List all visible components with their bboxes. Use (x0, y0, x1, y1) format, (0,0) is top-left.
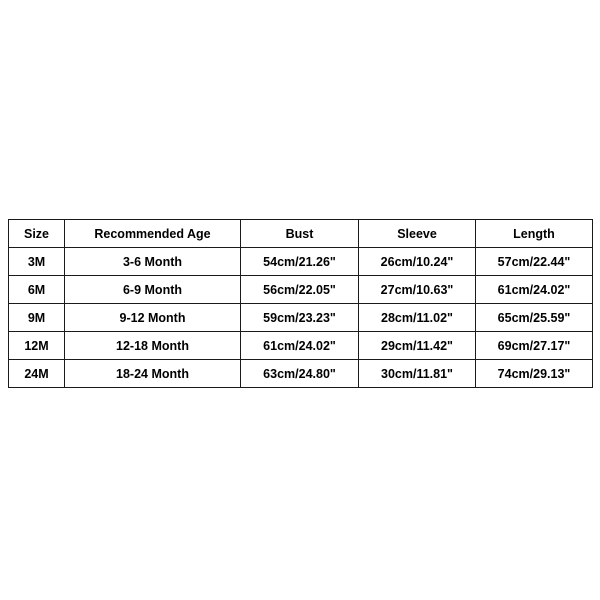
column-header-sleeve: Sleeve (359, 220, 476, 248)
size-chart-table (8, 219, 593, 388)
cell-sleeve: 30cm/11.81" (359, 360, 476, 388)
size-chart-container (8, 219, 592, 388)
cell-size: 3M (9, 248, 65, 276)
cell-length: 61cm/24.02" (476, 276, 593, 304)
cell-size: 24M (9, 360, 65, 388)
column-header-bust: Bust (241, 220, 359, 248)
cell-length: 74cm/29.13" (476, 360, 593, 388)
cell-bust: 54cm/21.26" (241, 248, 359, 276)
table-header-row (9, 220, 593, 248)
column-header-length: Length (476, 220, 593, 248)
cell-length: 65cm/25.59" (476, 304, 593, 332)
table-row (9, 276, 593, 304)
table-row (9, 332, 593, 360)
table-row (9, 248, 593, 276)
cell-age: 6-9 Month (65, 276, 241, 304)
column-header-recommended-age: Recommended Age (65, 220, 241, 248)
column-header-size: Size (9, 220, 65, 248)
cell-sleeve: 27cm/10.63" (359, 276, 476, 304)
table-row (9, 304, 593, 332)
cell-bust: 63cm/24.80" (241, 360, 359, 388)
cell-length: 57cm/22.44" (476, 248, 593, 276)
cell-sleeve: 29cm/11.42" (359, 332, 476, 360)
cell-age: 12-18 Month (65, 332, 241, 360)
cell-sleeve: 26cm/10.24" (359, 248, 476, 276)
cell-size: 12M (9, 332, 65, 360)
table-row (9, 360, 593, 388)
cell-length: 69cm/27.17" (476, 332, 593, 360)
cell-age: 9-12 Month (65, 304, 241, 332)
cell-bust: 59cm/23.23" (241, 304, 359, 332)
cell-age: 3-6 Month (65, 248, 241, 276)
cell-bust: 56cm/22.05" (241, 276, 359, 304)
cell-age: 18-24 Month (65, 360, 241, 388)
cell-sleeve: 28cm/11.02" (359, 304, 476, 332)
cell-bust: 61cm/24.02" (241, 332, 359, 360)
cell-size: 9M (9, 304, 65, 332)
cell-size: 6M (9, 276, 65, 304)
